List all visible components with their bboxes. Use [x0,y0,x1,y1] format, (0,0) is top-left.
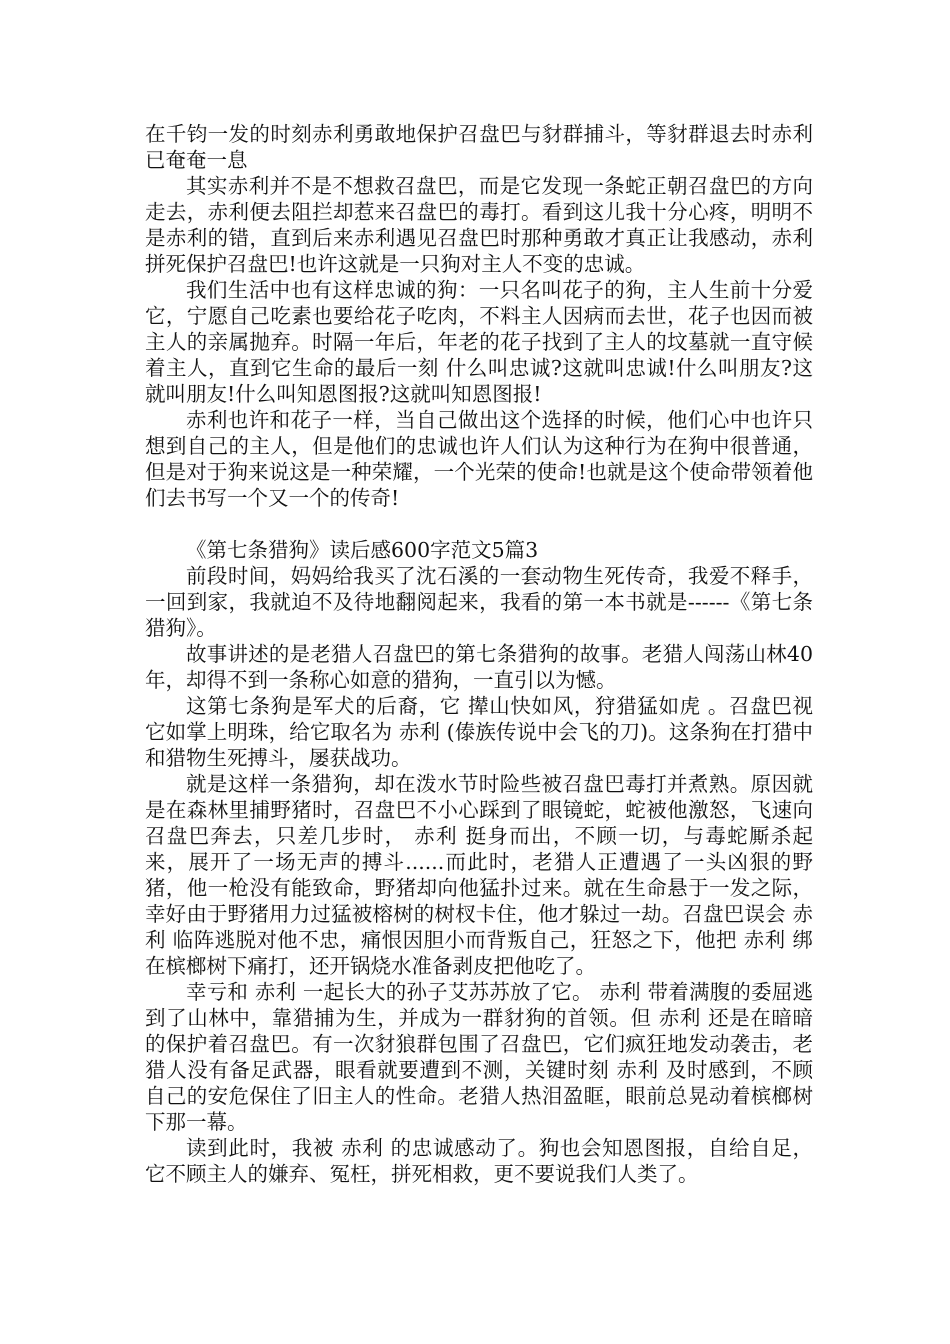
paragraph-b6: 读到此时，我被 赤利 的忠诚感动了。狗也会知恩图报，自给自足，它不顾主人的嫌弃、冤枉，拼死相救，更不要说我们人类了。 [145,1136,813,1186]
paragraph-b3: 这第七条狗是军犬的后裔，它 撵山快如风，狩猎猛如虎 。召盘巴视它如掌上明珠，给它取名为 赤利 (傣族传说中会飞的刀)。这条狗在打猎中和猎物生死搏斗，屡获战功。 [145,694,813,770]
paragraph-b1: 前段时间，妈妈给我买了沈石溪的一套动物生死传奇，我爱不释手，一回到家，我就迫不及待地翻阅起来，我看的第一本书就是------《第七条猎狗》。 [145,564,813,640]
paragraph-a4: 赤利也许和花子一样，当自己做出这个选择的时候，他们心中也许只想到自己的主人，但是他们的忠诚也许人们认为这种行为在狗中很普通，但是对于狗来说这是一种荣耀，一个光荣的使命!也就是这个使命带领着他们去书写一个又一个的传奇! [145,408,813,510]
paragraph-a3: 我们生活中也有这样忠诚的狗：一只名叫花子的狗，主人生前十分爱它，宁愿自己吃素也要给花子吃肉，不料主人因病而去世，花子也因而被主人的亲属抛弃。时隔一年后，年老的花子找到了主人的坟墓就一直守候着主人，直到它生命的最后一刻 什么叫忠诚?这就叫忠诚!什么叫朋友?这就叫朋友!什么叫知恩图报?这就叫知恩图报! [145,278,813,406]
paragraph-b2: 故事讲述的是老猎人召盘巴的第七条猎狗的故事。老猎人闯荡山林40年，却得不到一条称心如意的猎狗，一直引以为憾。 [145,642,813,692]
paragraph-a1: 在千钧一发的时刻赤利勇敢地保护召盘巴与豺群捕斗，等豺群退去时赤利已奄奄一息 [145,122,813,172]
section-gap [145,511,813,537]
document-page [145,121,813,1187]
paragraph-b4: 就是这样一条猎狗，却在泼水节时险些被召盘巴毒打并煮熟。原因就是在森林里捕野猪时，召盘巴不小心踩到了眼镜蛇，蛇被他激怒，飞速向召盘巴奔去，只差几步时， 赤利 挺身而出，不顾一切，与毒蛇厮杀起来，展开了一场无声的搏斗......而此时，老猎人正遭遇了一头凶狠的野猪，他一枪没有能致命，野猪却向他猛扑过来。就在生命悬于一发之际，幸好由于野猪用力过猛被榕树的树杈卡住，他才躲过一劫。召盘巴误会 赤利 临阵逃脱对他不忠，痛恨因胆小而背叛自己，狂怒之下，他把 赤利 绑在槟榔树下痛打，还开锅烧水准备剥皮把他吃了。 [145,772,813,978]
section-title: 《第七条猎狗》读后感600字范文5篇3 [186,538,539,562]
paragraph-b5: 幸亏和 赤利 一起长大的孙子艾苏苏放了它。 赤利 带着满腹的委屈逃到了山林中，靠猎捕为生，并成为一群豺狗的首领。但 赤利 还是在暗暗的保护着召盘巴。有一次豺狼群包围了召盘巴，它们疯狂地发动袭击，老猎人没有备足武器，眼看就要遭到不测，关键时刻 赤利 及时感到，不顾自己的安危保住了旧主人的性命。老猎人热泪盈眶，眼前总晃动着槟榔树下那一幕。 [145,980,813,1134]
paragraph-a2: 其实赤利并不是不想救召盘巴，而是它发现一条蛇正朝召盘巴的方向走去，赤利便去阻拦却惹来召盘巴的毒打。看到这儿我十分心疼，明明不是赤利的错，直到后来赤利遇见召盘巴时那种勇敢才真正让我感动，赤利拼死保护召盘巴!也许这就是一只狗对主人不变的忠诚。 [145,174,813,276]
